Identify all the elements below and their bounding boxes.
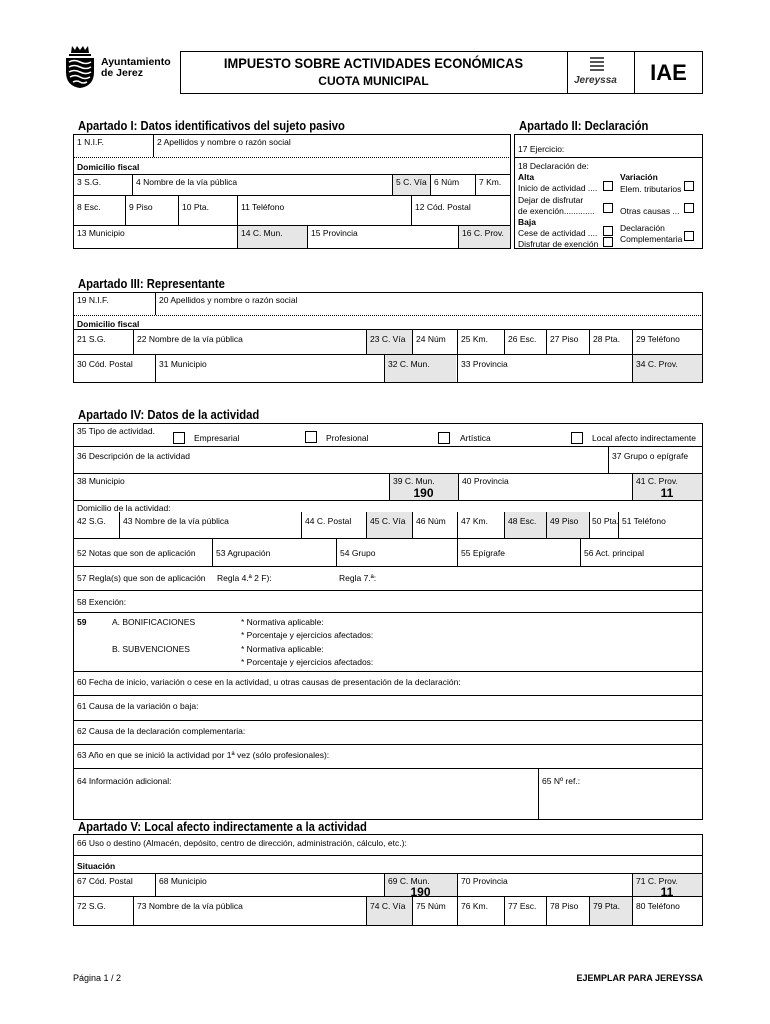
form-subtitle: CUOTA MUNICIPAL [318, 74, 429, 88]
tipo-artistica-label: Artística [460, 433, 491, 443]
org-name-line2: de Jerez [101, 67, 144, 79]
field-35-tipo: 35 Tipo de actividad. [77, 426, 155, 436]
field-78-piso[interactable]: 78 Piso [550, 901, 579, 911]
field-50-pta[interactable]: 50 Pta. [592, 516, 619, 526]
field-47-km[interactable]: 47 Km. [461, 516, 488, 526]
field-13-municipio[interactable]: 13 Municipio [77, 228, 125, 238]
jereyssa-brand: Jereyssa [574, 75, 617, 86]
otras-causas-label: Otras causas ... [620, 206, 680, 216]
field-63-anio-inicio[interactable]: 63 Año en que se inició la actividad por 1ª vez (sólo profesionales): [77, 750, 330, 760]
field-41-cprov[interactable]: 41 C. Prov. [636, 476, 678, 486]
dejar-disfrutar-label: Dejar de disfrutar [518, 195, 584, 205]
field-6-num[interactable]: 6 Núm [434, 177, 460, 187]
field-12-postal[interactable]: 12 Cód. Postal [415, 202, 471, 212]
field-67-postal[interactable]: 67 Cód. Postal [77, 876, 133, 886]
subv-normativa[interactable]: * Normativa aplicable: [241, 644, 324, 654]
field-66-uso[interactable]: 66 Uso o destino (Almacén, depósito, centro de dirección, administración, cálculo, etc.): [77, 838, 407, 848]
field-70-provincia[interactable]: 70 Provincia [461, 876, 508, 886]
field-77-esc[interactable]: 77 Esc. [508, 901, 537, 911]
field-71-cprov[interactable]: 71 C. Prov. [636, 876, 678, 886]
field-80-phone[interactable]: 80 Teléfono [636, 901, 680, 911]
field-43-street[interactable]: 43 Nombre de la vía pública [123, 516, 229, 526]
tipo-artistica-checkbox[interactable] [438, 432, 450, 444]
form-code: IAE [650, 60, 687, 85]
bonif-porcentaje[interactable]: * Porcentaje y ejercicios afectados: [241, 630, 374, 640]
field-24-num[interactable]: 24 Núm [416, 334, 446, 344]
field-19-nif[interactable]: 19 N.I.F. [77, 295, 109, 305]
bonif-normativa[interactable]: * Normativa aplicable: [241, 617, 324, 627]
field-36-descripcion[interactable]: 36 Descripción de la actividad [77, 451, 190, 461]
field-38-municipio[interactable]: 38 Municipio [77, 476, 125, 486]
field-76-km[interactable]: 76 Km. [461, 901, 488, 911]
dejar-exencion-checkbox[interactable] [603, 203, 613, 213]
field-65-num-ref[interactable]: 65 Nº ref.: [542, 776, 581, 786]
field-31-municipio[interactable]: 31 Municipio [159, 359, 207, 369]
field-29-phone[interactable]: 29 Teléfono [636, 334, 680, 344]
field-53-agrupacion[interactable]: 53 Agrupación [216, 548, 271, 558]
field-26-esc[interactable]: 26 Esc. [508, 334, 537, 344]
section-3-title: Apartado III: Representante [78, 277, 225, 291]
field-28-pta[interactable]: 28 Pta. [593, 334, 620, 344]
field-20-name[interactable]: 20 Apellidos y nombre o razón social [159, 295, 298, 305]
field-8-esc[interactable]: 8 Esc. [77, 202, 101, 212]
field-4-street[interactable]: 4 Nombre de la vía pública [136, 177, 238, 187]
field-51-phone[interactable]: 51 Teléfono [622, 516, 666, 526]
jereyssa-logo-icon [590, 56, 604, 72]
field-74-cvia[interactable]: 74 C. Vía [370, 901, 406, 911]
declaracion-label: Declaración [620, 223, 665, 233]
field-72-sg[interactable]: 72 S.G. [77, 901, 106, 911]
field-62-causa-complementaria[interactable]: 62 Causa de la declaración complementaria: [77, 726, 246, 736]
field-9-piso[interactable]: 9 Piso [129, 202, 153, 212]
field-39-cmun[interactable]: 39 C. Mun. [393, 476, 435, 486]
field-69-cmun[interactable]: 69 C. Mun. [388, 876, 430, 886]
elem-tributarios-checkbox[interactable] [684, 181, 694, 191]
section-1-title: Apartado I: Datos identificativos del sujeto pasivo [78, 119, 345, 133]
disfrutar-exencion-label: Disfrutar de exención [518, 239, 599, 249]
field-10-pta[interactable]: 10 Pta. [182, 202, 209, 212]
form-title: IMPUESTO SOBRE ACTIVIDADES ECONÓMICAS [223, 55, 524, 71]
field-21-sg[interactable]: 21 S.G. [77, 334, 106, 344]
field-59-bonificaciones: A. BONIFICACIONES [112, 617, 196, 627]
field-58-exencion[interactable]: 58 Exención: [77, 597, 127, 607]
inicio-actividad-label: Inicio de actividad .... [518, 183, 598, 193]
situacion-label: Situación [77, 861, 116, 871]
field-39-value: 190 [413, 486, 434, 500]
field-59-number: 59 [77, 617, 87, 627]
subv-porcentaje[interactable]: * Porcentaje y ejercicios afectados: [241, 657, 374, 667]
tipo-profesional-checkbox[interactable] [305, 431, 317, 443]
field-32-cmun[interactable]: 32 C. Mun. [388, 359, 430, 369]
field-3-sg[interactable]: 3 S.G. [77, 177, 102, 187]
field-41-value: 11 [660, 486, 674, 500]
field-49-piso[interactable]: 49 Piso [550, 516, 579, 526]
field-25-km[interactable]: 25 Km. [461, 334, 488, 344]
dejar-exencion-label: de exención............. [518, 206, 595, 216]
section-2-title: Apartado II: Declaración [519, 119, 649, 133]
field-69-value: 190 [410, 885, 431, 899]
field-44-postal[interactable]: 44 C. Postal [305, 516, 352, 526]
elem-tributarios-label: Elem. tributarios [620, 184, 682, 194]
field-71-value: 11 [660, 885, 674, 899]
field-79-pta[interactable]: 79 Pta. [593, 901, 620, 911]
field-56-act-principal[interactable]: 56 Act. principal [584, 548, 645, 558]
rep-domicilio-label: Domicilio fiscal [77, 319, 140, 329]
section-4-title: Apartado IV: Datos de la actividad [78, 408, 260, 422]
page-number: Página 1 / 2 [73, 973, 122, 983]
copy-label: EJEMPLAR PARA JEREYSSA [576, 973, 703, 983]
field-59-subvenciones: B. SUBVENCIONES [112, 644, 190, 654]
field-1-nif[interactable]: 1 N.I.F. [77, 137, 104, 147]
domicilio-fiscal-label: Domicilio fiscal [77, 162, 140, 172]
field-64-info-adicional[interactable]: 64 Información adicional: [77, 776, 172, 786]
field-37-grupo[interactable]: 37 Grupo o epígrafe [612, 451, 689, 461]
field-14-cmun[interactable]: 14 C. Mun. [241, 228, 283, 238]
cese-actividad-label: Cese de actividad .... [518, 228, 598, 238]
field-27-piso[interactable]: 27 Piso [550, 334, 579, 344]
field-60-fecha[interactable]: 60 Fecha de inicio, variación o cese en la actividad, u otras causas de presentación de la declaración: [77, 677, 461, 687]
field-42-sg[interactable]: 42 S.G. [77, 516, 106, 526]
field-57-reglas[interactable]: 57 Regla(s) que son de aplicación [77, 573, 206, 583]
field-40-provincia[interactable]: 40 Provincia [462, 476, 509, 486]
field-52-notas[interactable]: 52 Notas que son de aplicación [77, 548, 196, 558]
field-30-postal[interactable]: 30 Cód. Postal [77, 359, 133, 369]
field-34-cprov[interactable]: 34 C. Prov. [636, 359, 678, 369]
field-57-regla-4[interactable]: Regla 4.ª 2 F): [217, 573, 272, 583]
tipo-empresarial-checkbox[interactable] [173, 432, 185, 444]
domicilio-actividad-label: Domicilio de la actividad: [77, 503, 171, 513]
field-68-municipio[interactable]: 68 Municipio [159, 876, 207, 886]
disfrutar-exencion-checkbox[interactable] [603, 237, 613, 247]
field-16-cprov[interactable]: 16 C. Prov. [462, 228, 504, 238]
field-15-provincia[interactable]: 15 Provincia [311, 228, 358, 238]
tipo-profesional-label: Profesional [326, 433, 369, 443]
tipo-local-label: Local afecto indirectamente [592, 433, 696, 443]
field-23-cvia[interactable]: 23 C. Vía [370, 334, 406, 344]
field-45-cvia[interactable]: 45 C. Vía [370, 516, 406, 526]
field-17-ejercicio[interactable]: 17 Ejercicio: [518, 144, 565, 154]
field-5-cvia[interactable]: 5 C. Vía [396, 177, 427, 187]
field-7-km[interactable]: 7 Km. [479, 177, 502, 187]
field-33-provincia[interactable]: 33 Provincia [461, 359, 508, 369]
field-48-esc[interactable]: 48 Esc. [508, 516, 537, 526]
tipo-empresarial-label: Empresarial [194, 433, 240, 443]
field-2-name[interactable]: 2 Apellidos y nombre o razón social [157, 137, 291, 147]
field-54-grupo[interactable]: 54 Grupo [340, 548, 376, 558]
org-name-line1: Ayuntamiento [101, 56, 171, 68]
complementaria-label: Complementaria [620, 234, 683, 244]
baja-label: Baja [518, 217, 536, 227]
alta-label: Alta [518, 172, 535, 182]
field-18-declaracion: 18 Declaración de: [518, 161, 589, 171]
field-46-num[interactable]: 46 Núm [416, 516, 446, 526]
otras-causas-checkbox[interactable] [684, 203, 694, 213]
field-61-causa-variacion[interactable]: 61 Causa de la variación o baja: [77, 701, 199, 711]
tipo-local-checkbox[interactable] [571, 432, 583, 444]
complementaria-checkbox[interactable] [684, 231, 694, 241]
field-57-regla-7[interactable]: Regla 7.ª: [339, 573, 377, 583]
field-55-epigrafe[interactable]: 55 Epígrafe [461, 548, 505, 558]
variacion-label: Variación [620, 172, 658, 182]
field-11-phone[interactable]: 11 Teléfono [241, 202, 285, 212]
field-75-num[interactable]: 75 Núm [416, 901, 446, 911]
section-5-title: Apartado V: Local afecto indirectamente a la actividad [78, 820, 367, 834]
field-22-street[interactable]: 22 Nombre de la vía pública [137, 334, 243, 344]
jerez-logo [63, 44, 97, 90]
field-73-street[interactable]: 73 Nombre de la vía pública [137, 901, 243, 911]
inicio-actividad-checkbox[interactable] [603, 181, 613, 191]
cese-actividad-checkbox[interactable] [603, 226, 613, 236]
